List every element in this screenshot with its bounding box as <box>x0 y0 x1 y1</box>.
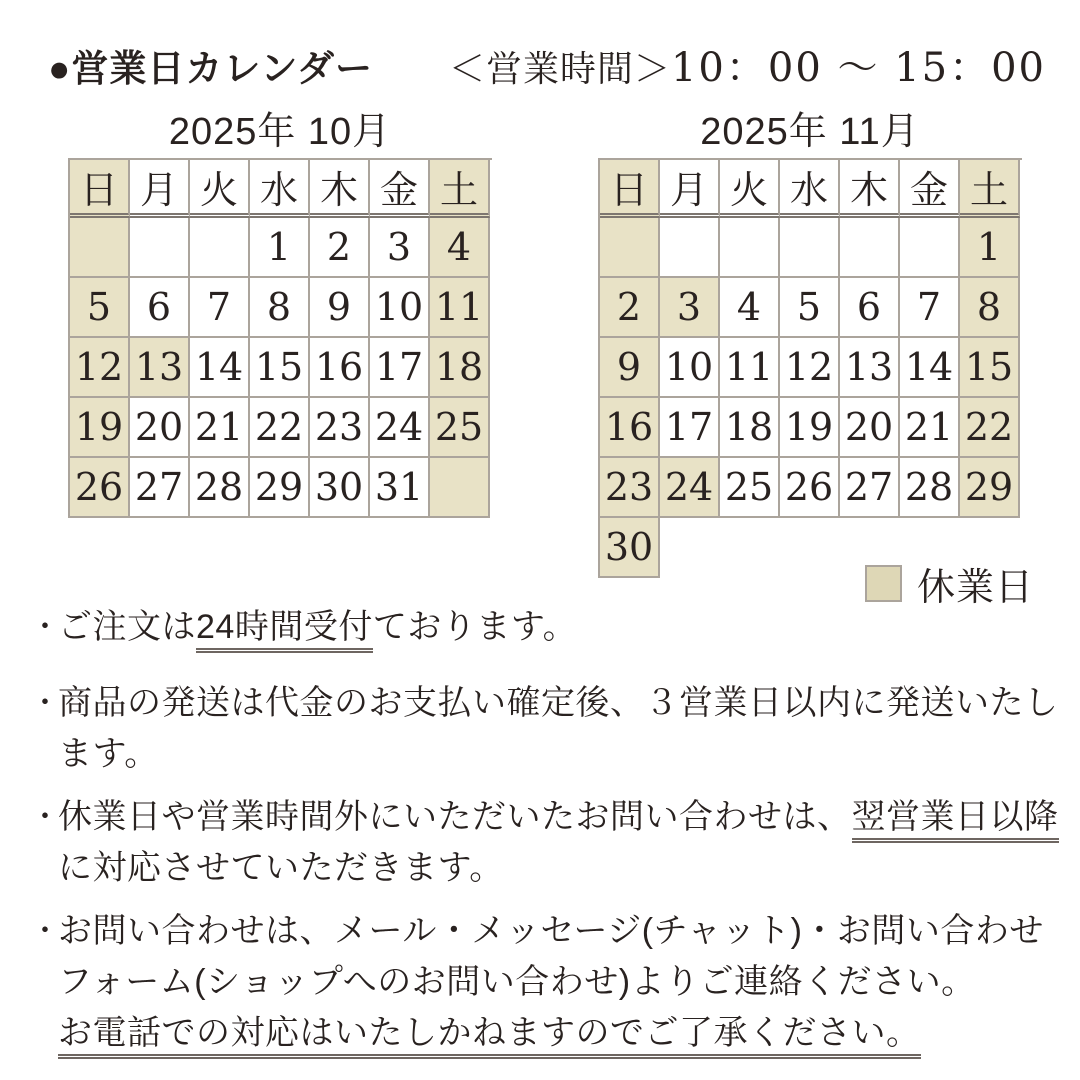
day-cell: 19 <box>780 398 840 458</box>
underlined-text: 24時間受付 <box>196 608 373 653</box>
note-line <box>58 843 1059 894</box>
weekday-header: 木 <box>840 160 900 218</box>
day-cell: 22 <box>960 398 1020 458</box>
day-cell: 20 <box>840 398 900 458</box>
weekday-header: 日 <box>600 160 660 218</box>
weekday-header: 月 <box>660 160 720 218</box>
text-segment: 休業日や営業時間外にいただいたお問い合わせは、 <box>58 798 852 836</box>
day-cell: 27 <box>130 458 190 518</box>
day-cell: 14 <box>900 338 960 398</box>
note-item <box>30 906 1044 1059</box>
calendar-month-title: 2025年 10月 <box>168 111 392 153</box>
day-cell: 7 <box>190 278 250 338</box>
day-cell: 22 <box>250 398 310 458</box>
weekday-header: 木 <box>310 160 370 218</box>
calendar-month-title: 2025年 11月 <box>700 111 920 153</box>
note-item <box>30 792 1059 894</box>
day-cell: 29 <box>250 458 310 518</box>
day-cell: 17 <box>370 338 430 398</box>
weekday-header: 火 <box>720 160 780 218</box>
day-cell: 29 <box>960 458 1020 518</box>
day-cell: 26 <box>70 458 130 518</box>
note-line <box>58 602 577 653</box>
weekday-header: 金 <box>370 160 430 218</box>
day-cell: 1 <box>250 218 310 278</box>
text-segment: に対応させていただきます。 <box>58 849 504 887</box>
closed-day-legend-label: 休業日 <box>917 567 1035 609</box>
note-bullet-icon: ・ <box>30 687 60 720</box>
text-segment: ております。 <box>372 608 578 646</box>
day-cell: 3 <box>370 218 430 278</box>
page-title-text: 営業日カレンダー <box>71 48 373 89</box>
note-item <box>30 602 577 653</box>
day-cell: 30 <box>310 458 370 518</box>
day-cell: 28 <box>190 458 250 518</box>
weekday-header: 日 <box>70 160 130 218</box>
underlined-text: 翌営業日以降 <box>852 798 1059 843</box>
weekday-header: 土 <box>430 160 490 218</box>
day-cell: 18 <box>430 338 490 398</box>
day-cell: 4 <box>430 218 490 278</box>
day-cell: 9 <box>600 338 660 398</box>
day-cell: 23 <box>600 458 660 518</box>
day-cell: 15 <box>250 338 310 398</box>
day-cell: 11 <box>430 278 490 338</box>
day-cell: 17 <box>660 398 720 458</box>
day-cell: 24 <box>660 458 720 518</box>
day-cell: 30 <box>600 518 660 578</box>
day-cell: 8 <box>960 278 1020 338</box>
note-text <box>58 678 1059 780</box>
note-bullet-icon: ・ <box>30 611 60 644</box>
note-bullet-icon: ・ <box>30 915 60 948</box>
note-text <box>58 602 577 653</box>
weekday-header: 金 <box>900 160 960 218</box>
day-cell: 4 <box>720 278 780 338</box>
text-segment: ご注文は <box>58 608 196 646</box>
day-cell: 18 <box>720 398 780 458</box>
day-cell: 16 <box>310 338 370 398</box>
day-cell: 2 <box>310 218 370 278</box>
text-segment: 商品の発送は代金のお支払い確定後、３営業日以内に発送いたし <box>58 684 1059 722</box>
day-cell: 23 <box>310 398 370 458</box>
day-cell: 20 <box>130 398 190 458</box>
weekday-header: 土 <box>960 160 1020 218</box>
day-cell: 16 <box>600 398 660 458</box>
bullet-dot-icon: ● <box>48 48 72 89</box>
day-cell: 19 <box>70 398 130 458</box>
note-line <box>58 957 1044 1008</box>
day-cell: 14 <box>190 338 250 398</box>
business-hours-value: 10：00 ～ 15：00 <box>670 45 1047 91</box>
text-segment: フォーム(ショップへのお問い合わせ)よりご連絡ください。 <box>58 963 976 1001</box>
day-cell: 3 <box>660 278 720 338</box>
note-text <box>58 906 1044 1059</box>
notes-section <box>30 0 1074 1080</box>
weekday-header: 水 <box>250 160 310 218</box>
day-cell: 11 <box>720 338 780 398</box>
day-cell: 6 <box>840 278 900 338</box>
day-cell: 5 <box>70 278 130 338</box>
day-cell: 15 <box>960 338 1020 398</box>
day-cell: 10 <box>370 278 430 338</box>
day-cell: 9 <box>310 278 370 338</box>
day-cell: 5 <box>780 278 840 338</box>
note-line <box>58 678 1059 729</box>
day-cell: 24 <box>370 398 430 458</box>
note-item <box>30 678 1059 780</box>
text-segment: お問い合わせは、メール・メッセージ(チャット)・お問い合わせ <box>58 912 1044 950</box>
day-cell: 31 <box>370 458 430 518</box>
day-cell: 28 <box>900 458 960 518</box>
day-cell: 10 <box>660 338 720 398</box>
day-cell: 21 <box>900 398 960 458</box>
note-text <box>58 792 1059 894</box>
day-cell: 6 <box>130 278 190 338</box>
day-cell: 2 <box>600 278 660 338</box>
weekday-header: 月 <box>130 160 190 218</box>
business-hours-label: ＜営業時間＞ <box>448 48 671 89</box>
day-cell: 12 <box>780 338 840 398</box>
note-line <box>58 729 1059 780</box>
note-line <box>58 1008 1044 1059</box>
day-cell: 12 <box>70 338 130 398</box>
day-cell: 21 <box>190 398 250 458</box>
weekday-header: 水 <box>780 160 840 218</box>
text-segment: ます。 <box>58 735 159 773</box>
note-bullet-icon: ・ <box>30 801 60 834</box>
note-line <box>58 792 1059 843</box>
day-cell: 25 <box>720 458 780 518</box>
day-cell: 7 <box>900 278 960 338</box>
day-cell: 1 <box>960 218 1020 278</box>
day-cell: 27 <box>840 458 900 518</box>
weekday-header: 火 <box>190 160 250 218</box>
day-cell: 13 <box>840 338 900 398</box>
underlined-text: お電話での対応はいたしかねますのでご了承ください。 <box>58 1014 921 1059</box>
day-cell: 26 <box>780 458 840 518</box>
day-cell: 13 <box>130 338 190 398</box>
day-cell: 8 <box>250 278 310 338</box>
day-cell: 25 <box>430 398 490 458</box>
note-line <box>58 906 1044 957</box>
